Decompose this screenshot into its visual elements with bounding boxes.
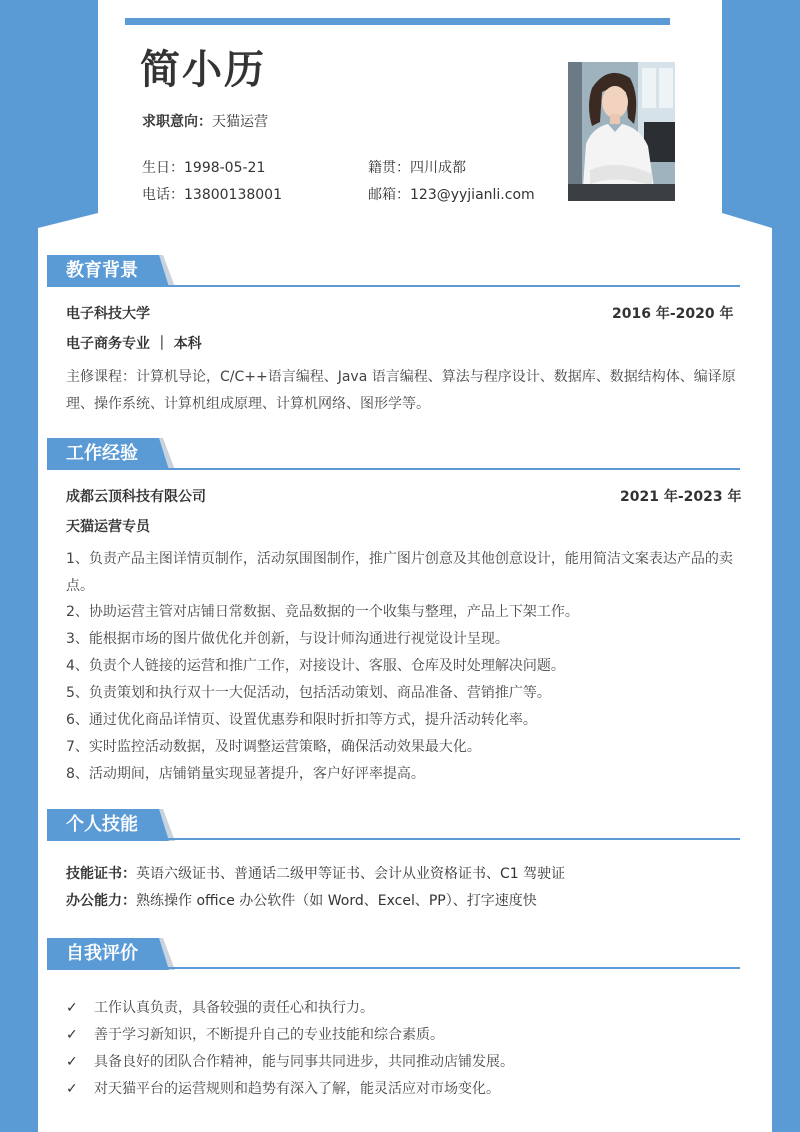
self-eval-item	[66, 1024, 444, 1044]
work-duty: 2、协助运营主管对店铺日常数据、竞品数据的一个收集与整理，产品上下架工作。	[66, 604, 579, 620]
skill-certificates	[66, 863, 565, 883]
work-duty: 1、负责产品主图详情页制作，活动氛围图制作，推广图片创意及其他创意设计，能用简洁文案表达产品的卖点。	[66, 551, 733, 594]
section-divider	[47, 468, 740, 470]
phone-info: 电话：13800138001	[142, 187, 282, 203]
birth-info: 生日：1998-05-21	[142, 160, 266, 176]
self-eval-text: 善于学习新知识，不断提升自己的专业技能和综合素质。	[94, 1027, 444, 1043]
resume-name: 简小历	[140, 47, 266, 93]
company-name: 成都云顶科技有限公司	[66, 489, 206, 505]
work-duty: 3、能根据市场的图片做优化并创新，与设计师沟通进行视觉设计呈现。	[66, 631, 509, 647]
self-eval-item	[66, 1078, 500, 1098]
work-duty: 7、实时监控活动数据，及时调整运营策略，确保活动效果最大化。	[66, 739, 481, 755]
section-title-self-text: 自我评价	[66, 943, 138, 964]
section-title-work	[47, 438, 175, 470]
email-info: 邮箱：123@yyjianli.com	[368, 187, 535, 203]
section-title-skills-text: 个人技能	[66, 814, 138, 835]
check-icon: ✓	[66, 1081, 78, 1097]
section-title-work-text: 工作经验	[66, 443, 138, 464]
job-intent-label: 求职意向：	[142, 114, 212, 130]
self-eval-item	[66, 1051, 514, 1071]
school-name: 电子科技大学	[66, 306, 150, 322]
section-title-self	[47, 938, 175, 970]
section-title-skills	[47, 809, 175, 841]
work-duty: 8、活动期间，店铺销量实现显著提升，客户好评率提高。	[66, 766, 425, 782]
self-eval-text: 对天猫平台的运营规则和趋势有深入了解，能灵活应对市场变化。	[94, 1081, 500, 1097]
self-eval-text: 具备良好的团队合作精神，能与同事共同进步，共同推动店铺发展。	[94, 1054, 514, 1070]
work-period: 2021 年-2023 年	[620, 489, 742, 505]
check-icon: ✓	[66, 1000, 78, 1016]
work-position: 天猫运营专员	[66, 519, 150, 535]
skill-certificates-value: 英语六级证书、普通话二级甲等证书、会计从业资格证书、C1 驾驶证	[136, 866, 566, 882]
work-duty: 4、负责个人链接的运营和推广工作，对接设计、客服、仓库及时处理解决问题。	[66, 658, 565, 674]
section-title-education	[47, 255, 175, 287]
self-eval-item	[66, 997, 374, 1017]
education-courses: 主修课程：计算机导论，C/C++语言编程、Java 语言编程、算法与程序设计、数据库、数据结构体、编译原理、操作系统、计算机组成原理、计算机网络、图形学等。	[66, 369, 736, 412]
skill-certificates-label: 技能证书：	[66, 866, 136, 882]
education-period: 2016 年-2020 年	[612, 306, 734, 322]
header-accent-bar	[125, 18, 670, 25]
hometown-info: 籍贯：四川成都	[368, 160, 466, 176]
skill-office	[66, 890, 537, 910]
education-major: 电子商务专业 ｜ 本科	[66, 336, 202, 352]
skill-office-value: 熟练操作 office 办公软件（如 Word、Excel、PP）、打字速度快	[136, 893, 537, 909]
section-divider	[47, 967, 740, 969]
self-eval-text: 工作认真负责，具备较强的责任心和执行力。	[94, 1000, 374, 1016]
check-icon: ✓	[66, 1054, 78, 1070]
skill-office-label: 办公能力：	[66, 893, 136, 909]
job-intent-value: 天猫运营	[212, 114, 268, 130]
work-duty: 5、负责策划和执行双十一大促活动，包括活动策划、商品准备、营销推广等。	[66, 685, 551, 701]
section-divider	[47, 838, 740, 840]
work-duty: 6、通过优化商品详情页、设置优惠券和限时折扣等方式，提升活动转化率。	[66, 712, 537, 728]
section-title-education-text: 教育背景	[66, 260, 138, 281]
section-divider	[47, 285, 740, 287]
check-icon: ✓	[66, 1027, 78, 1043]
job-intent	[142, 111, 268, 131]
profile-photo	[568, 62, 675, 201]
